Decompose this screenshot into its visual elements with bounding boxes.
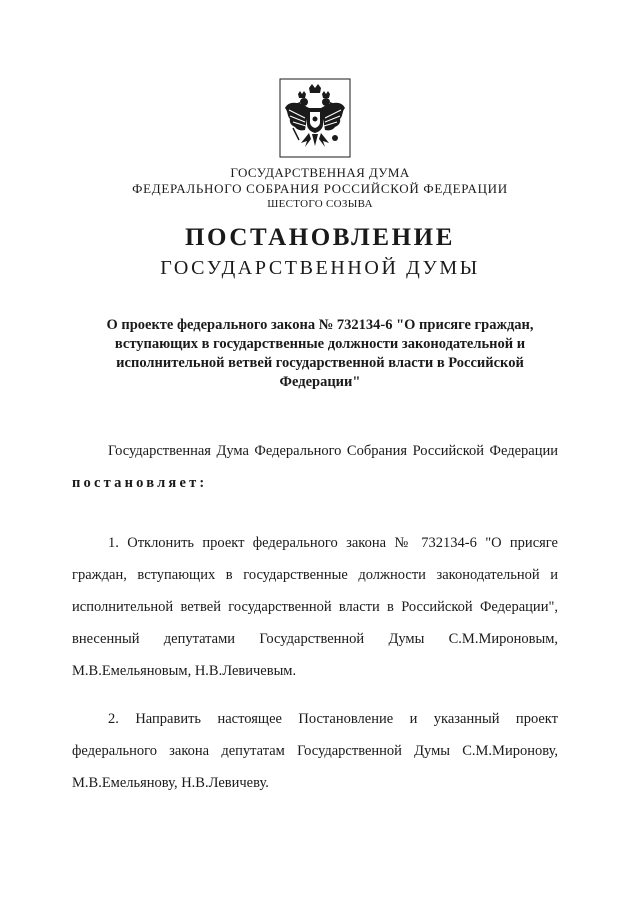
intro-text: Государственная Дума Федерального Собрания Российской Федерации bbox=[108, 443, 558, 459]
intro-paragraph bbox=[72, 435, 558, 499]
header-federal-assembly: ФЕДЕРАЛЬНОГО СОБРАНИЯ РОССИЙСКОЙ ФЕДЕРАЦИИ bbox=[132, 181, 508, 196]
coat-of-arms-icon bbox=[279, 78, 351, 158]
document-title: ПОСТАНОВЛЕНИЕ bbox=[184, 224, 456, 251]
header-duma: ГОСУДАРСТВЕННАЯ ДУМА bbox=[230, 165, 410, 180]
header-convocation: ШЕСТОГО СОЗЫВА bbox=[267, 198, 373, 210]
document-subtitle: ГОСУДАРСТВЕННОЙ ДУМЫ bbox=[160, 257, 480, 279]
resolves-word: постановляет: bbox=[72, 475, 208, 491]
document-subject: О проекте федерального закона № 732134-6 "О присяге граждан, вступающих в государственные должности законодательной и исполнительной ветвей государственной власти в Российской Федерации" bbox=[106, 317, 534, 390]
item-1-paragraph: 1. Отклонить проект федерального закона № 732134-6 "О присяге граждан, вступающих в государственные должности законодательной и исполнительной ветвей государственной власти в Российской Федерации", внесенный депутатами Государственной Думы С.М.Мироновым, М.В.Емельяновым, Н.В.Левичевым. bbox=[72, 535, 558, 679]
item-2-paragraph: 2. Направить настоящее Постановление и указанный проект федерального закона депутатам Государственной Думы С.М.Миронову, М.В.Емельянову, Н.В.Левичеву. bbox=[72, 711, 558, 791]
